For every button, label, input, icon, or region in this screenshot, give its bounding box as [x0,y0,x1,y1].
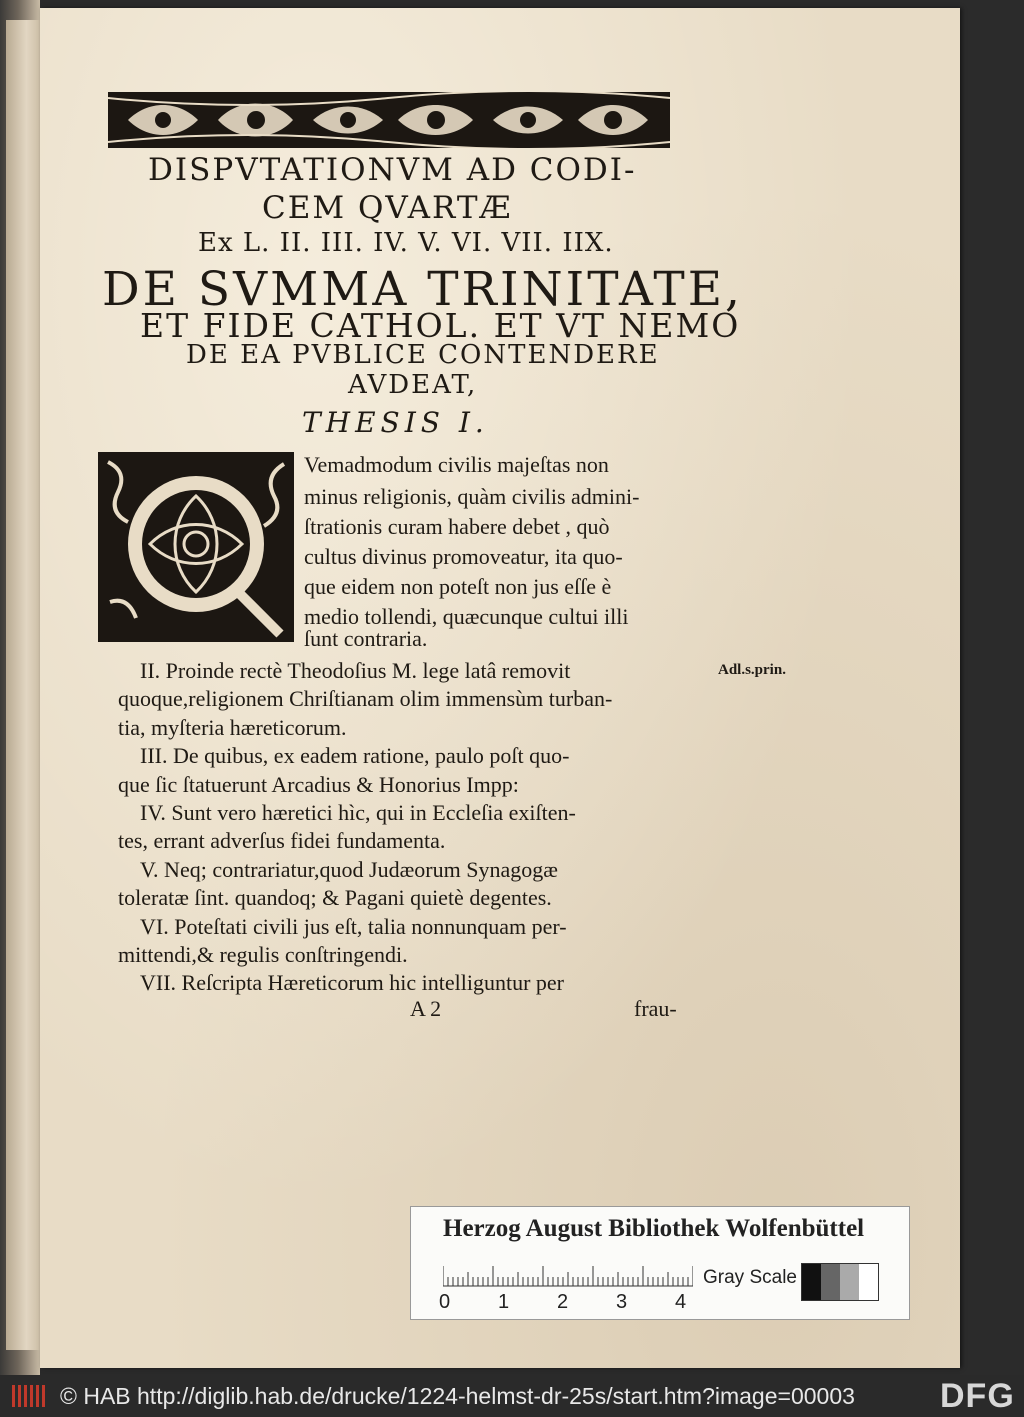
thesis-1-line: Vemadmodum civilis majeſtas non [304,452,609,477]
ruler-icon [443,1265,693,1287]
thesis-1-line: minus religionis, quàm civilis admini- [304,484,640,509]
title-line-7: AVDEAT, [348,370,478,400]
ruler-number-0: 0 [439,1291,451,1313]
swatch-light-gray [840,1264,859,1300]
signature-mark: A 2 [410,996,442,1021]
color-calibration-card [410,1206,910,1320]
title-line-3: Ex L. II. III. IV. V. VI. VII. IIX. [198,228,614,258]
body-line: IV. Sunt vero hæretici hìc, qui in Eccleſia exiſten- [140,800,576,825]
thesis-1-line: que eidem non poteſt non jus eſſe è [304,574,612,599]
thesis-1-line: cultus divinus promoveatur, ita quo- [304,544,623,569]
viewer-footer [0,1375,1024,1417]
title-line-2: CEM QVARTÆ [262,190,513,226]
decorated-initial-q-icon [98,452,294,642]
body-line: mittendi,& regulis conſtringendi. [118,942,408,967]
ruler-number-1: 1 [498,1291,510,1313]
title-line-1: DISPVTATIONVM AD CODI- [148,152,637,188]
scan-background-right [960,0,1024,1375]
dfg-logo: DFG [940,1377,1015,1415]
swatch-dark-gray [821,1264,840,1300]
gray-scale-label: Gray Scale [703,1267,797,1288]
body-line: II. Proinde rectè Theodoſius M. lege latâ removit [140,658,571,683]
ruler-number-4: 4 [675,1291,687,1313]
catchword: frau- [634,996,677,1021]
swatch-black [802,1264,821,1300]
copyright-url[interactable]: © HAB http://diglib.hab.de/drucke/1224-helmst-dr-25s/start.htm?image=00003 [60,1383,855,1409]
previous-page-edge [6,20,41,1350]
body-line: V. Neq; contrariatur,quod Judæorum Synagogæ [140,856,558,882]
library-logo-icon [10,1381,48,1411]
body-line: toleratæ ſint. quandoq; & Pagani quietè degentes. [118,885,552,911]
body-line: VII. Reſcripta Hæreticorum hic intelliguntur per [140,970,564,996]
thesis-1-line: ſtrationis curam habere debet , quò [304,514,610,539]
thesis-heading: THESIS I. [302,406,489,439]
gray-scale-swatches [801,1263,879,1301]
body-line: que ſic ſtatuerunt Arcadius & Honorius Impp: [118,771,519,797]
body-line: III. De quibus, ex eadem ratione, paulo poſt quo- [140,743,570,769]
body-line: tia, myſteria hæreticorum. [118,714,347,740]
thesis-1-line: medio tollendi, quæcunque cultui illi [304,604,629,629]
swatch-white [859,1264,878,1300]
ruler-number-3: 3 [616,1291,628,1313]
title-line-6: DE EA PVBLICE CONTENDERE [186,340,660,370]
margin-note: Adl.s.prin. [718,662,786,678]
title-line-5: ET FIDE CATHOL. ET VT NEMO [140,306,741,345]
body-line: quoque,religionem Chriſtianam olim immensùm turban- [118,686,613,712]
ruler-number-2: 2 [557,1291,569,1313]
thesis-1-line: ſunt contraria. [304,626,428,651]
library-name: Herzog August Bibliothek Wolfenbüttel [443,1215,865,1242]
body-line: VI. Poteſtati civili jus eſt, talia nonnunquam per- [140,913,567,939]
title-line-4: DE SVMMA TRINITATE, [102,262,743,317]
body-line: tes, errant adverſus fidei fundamenta. [118,828,446,854]
ornament-band-icon [108,92,670,148]
